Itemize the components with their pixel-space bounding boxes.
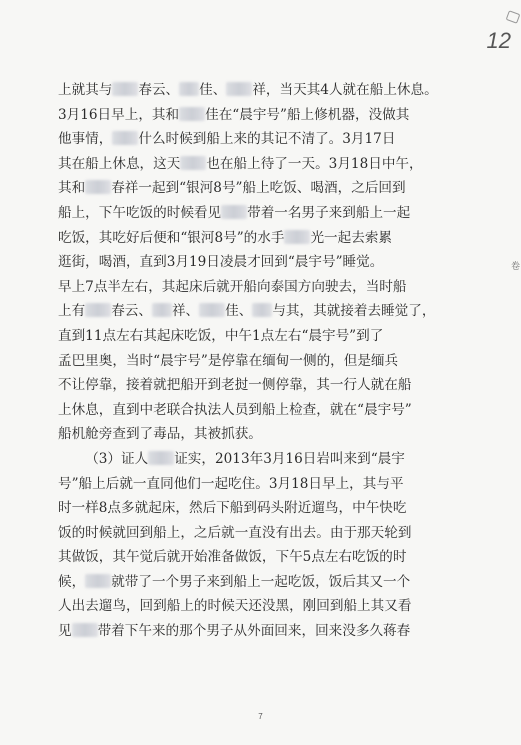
text-line: 船上，下午吃饭的时候看见 带着一名男子来到船上一起 (58, 204, 411, 221)
corner-mark (506, 10, 521, 24)
text-line: 人出去遛鸟，回到船上的时候天还没黑，刚回到船上其又看 (58, 598, 412, 615)
text-line: 号”船上后就一直同他们一起吃住。3月18日早上，其与平 (58, 475, 404, 492)
page-number: 12 (486, 28, 511, 53)
redaction-blur (179, 82, 199, 96)
redaction-blur (152, 303, 172, 317)
text-line: 其和 春祥一起到“银河8号”船上吃饭、喝酒，之后回到 (58, 180, 406, 197)
text-line: 他事情， 什么时候到船上来的其记不清了。3月17日 (58, 131, 396, 148)
redaction-blur (199, 303, 225, 317)
folio-number: 7 (258, 712, 263, 721)
text-line: 上有 春云、 祥、 佳、 与其，其就接着去睡觉了， (58, 303, 436, 320)
redaction-blur (112, 131, 138, 145)
text-line: 3月16日早上，其和 佳在“晨宇号”船上修机器，没做其 (58, 106, 410, 123)
text-line: 其在船上休息，这天 也在船上待了一天。3月18日中午， (58, 155, 423, 172)
redaction-blur (85, 303, 111, 317)
redaction-blur (179, 107, 205, 121)
redaction-blur (180, 156, 206, 170)
text-line: 直到11点左右其起床吃饭，中午1点左右“晨宇号”到了 (58, 327, 384, 344)
text-line: 早上7点半左右，其起床后就开船向泰国方向驶去，当时船 (58, 278, 407, 295)
text-line: 孟巴里奥，当时“晨宇号”是停靠在缅甸一侧的，但是缅兵 (58, 352, 399, 369)
text-line: 其做饭，其午觉后就开始准备做饭，下午5点左右吃饭的时 (58, 549, 407, 566)
text-line: 饭的时候就回到船上，之后就一直没有出去。由于那天轮到 (58, 524, 412, 541)
redaction-blur (85, 574, 111, 588)
redaction-blur (226, 82, 252, 96)
text-line: 不让停靠，接着就把船开到老挝一侧停靠，其一行人就在船 (58, 377, 412, 394)
text-line: 上就其与 春云、 佳、 祥，当天其4人就在船上休息。 (58, 82, 438, 98)
text-line: 见 带着下午来的那个男子从外面回来，回来没多久蒋春 (58, 623, 411, 640)
text-line: 船机舱旁查到了毒品，其被抓获。 (58, 426, 262, 443)
text-line: 上休息，直到中老联合执法人员到船上检查，就在“晨宇号” (58, 401, 412, 418)
text-line: （3）证人 证实，2013年3月16日岩叫来到“晨宇 (85, 450, 405, 467)
redaction-blur (112, 82, 138, 96)
text-line: 时一样8点多就起床，然后下船到码头附近遛鸟，中午快吃 (58, 500, 407, 517)
redaction-blur (221, 205, 247, 219)
redaction-blur (284, 230, 310, 244)
margin-note: 卷 (511, 262, 521, 272)
text-line: 逛街，喝酒，直到3月19日凌晨才回到“晨宇号”睡觉。 (58, 254, 384, 271)
redaction-blur (148, 451, 174, 465)
text-line: 吃饭，其吃好后便和“银河8号”的水手 光一起去索累 (58, 229, 393, 246)
redaction-blur (252, 303, 272, 317)
redaction-blur (85, 180, 111, 194)
redaction-blur (72, 623, 98, 637)
document-body (58, 78, 498, 644)
text-line: 候， 就带了一个男子来到船上一起吃饭，饭后其又一个 (58, 573, 411, 590)
